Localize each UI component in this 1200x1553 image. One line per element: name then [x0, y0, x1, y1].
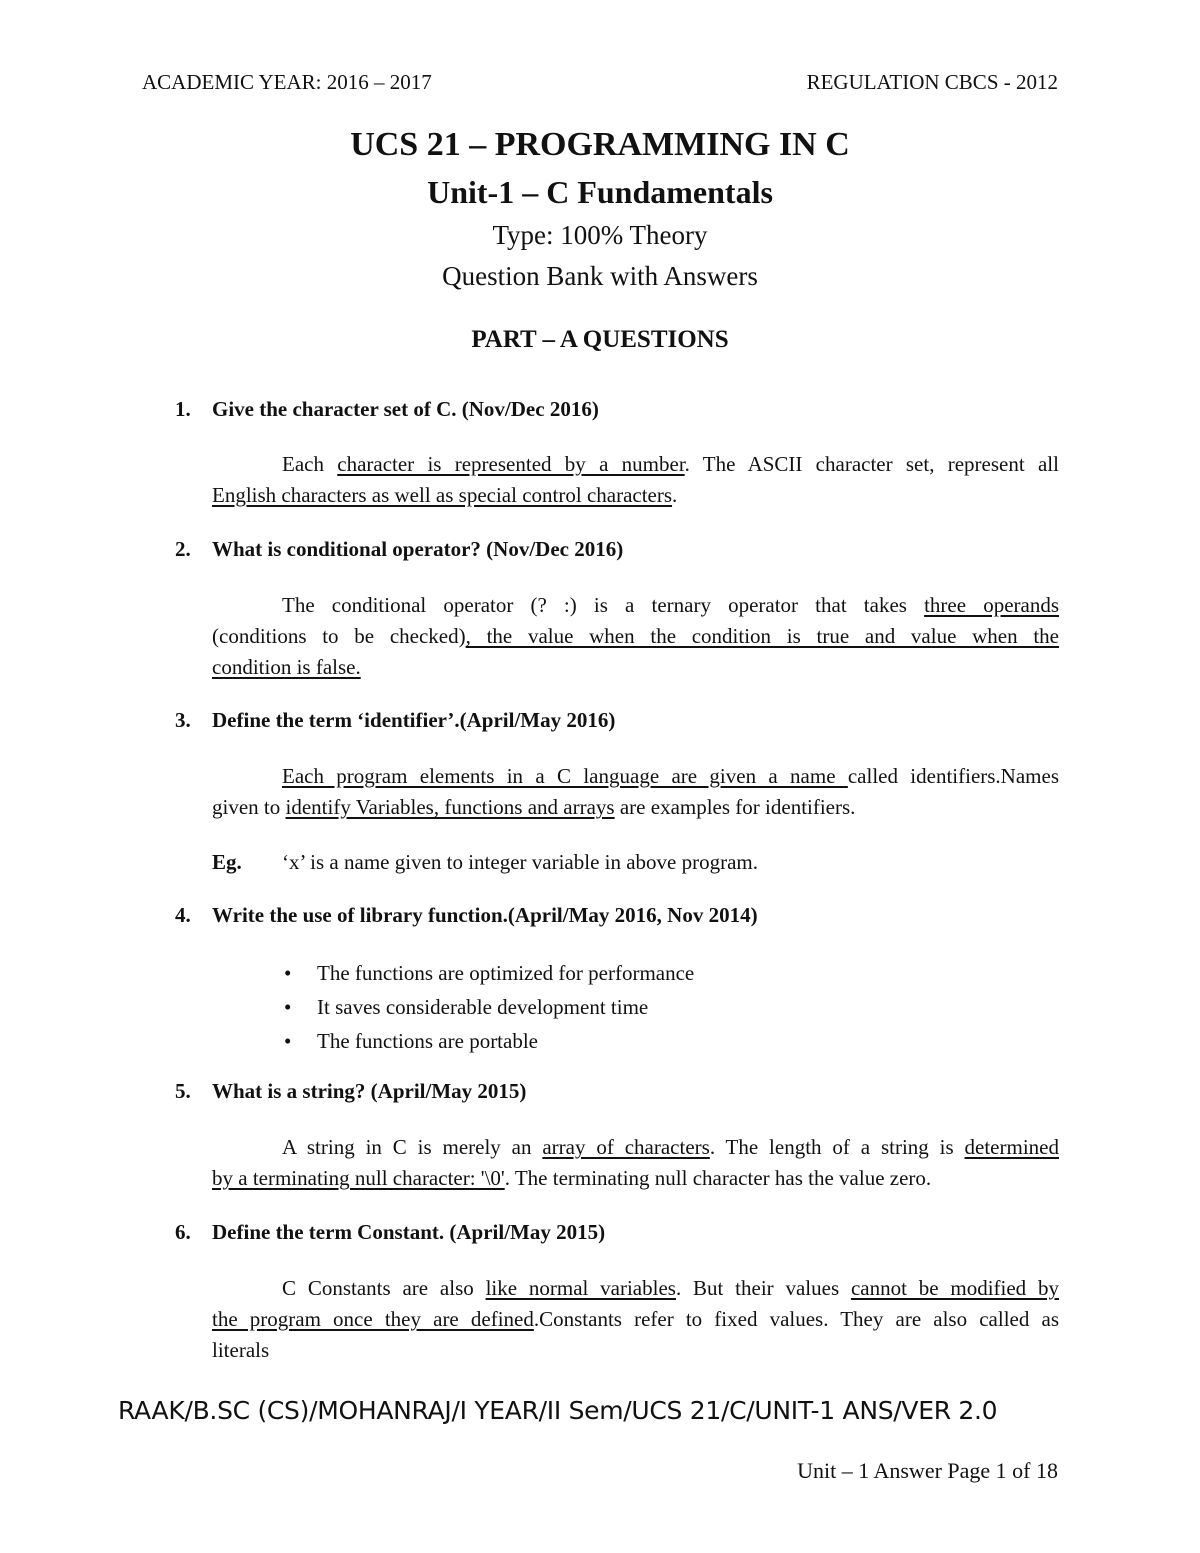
question-text: Give the character set of C. (Nov/Dec 2016): [212, 397, 599, 421]
answer-line: literals: [212, 1338, 270, 1362]
part-a-heading: PART – A QUESTIONS: [471, 326, 729, 353]
question-6: [175, 1220, 605, 1245]
question-text: Define the term ‘identifier’.(April/May 2016): [212, 708, 616, 732]
answer-line: Each program elements in a C language are given a name called identifiers.Names: [282, 764, 1059, 788]
answer-1: [212, 449, 1059, 511]
course-title: UCS 21 – PROGRAMMING IN C: [350, 126, 850, 163]
answer-line: English characters as well as special control characters.: [212, 483, 678, 507]
answer-line: by a terminating null character: '\0'. The terminating null character has the value zero.: [212, 1166, 932, 1190]
header-academic-year: ACADEMIC YEAR: 2016 – 2017: [142, 70, 432, 94]
answer-6: [212, 1273, 1059, 1366]
question-text: Define the term Constant. (April/May 2015): [212, 1220, 606, 1244]
bullet-icon: •: [284, 961, 292, 985]
question-text: What is conditional operator? (Nov/Dec 2016): [212, 537, 624, 561]
question-number: 2.: [175, 537, 191, 561]
page-number: Unit – 1 Answer Page 1 of 18: [797, 1458, 1058, 1483]
question-text: Write the use of library function.(April/May 2016, Nov 2014): [212, 903, 758, 927]
example-text: ‘x’ is a name given to integer variable in above program.: [282, 850, 759, 874]
question-1: [175, 397, 599, 422]
question-5: [175, 1079, 526, 1104]
bullet-icon: •: [284, 1029, 292, 1053]
list-item: • The functions are optimized for performance: [212, 958, 694, 992]
answer-line: the program once they are defined.Constants refer to fixed values. They are also called as: [212, 1307, 1059, 1331]
answer-2: [212, 590, 1059, 683]
answer-line: A string in C is merely an array of characters. The length of a string is determined: [282, 1135, 1059, 1159]
question-bank-subtitle: Question Bank with Answers: [442, 261, 758, 291]
answer-line: C Constants are also like normal variables. But their values cannot be modified by: [282, 1276, 1059, 1300]
answer-line: Each character is represented by a number. The ASCII character set, represent all: [282, 452, 1059, 476]
library-function-uses-list: [212, 958, 694, 1060]
list-item: • It saves considerable development time: [212, 992, 694, 1026]
answer-line: The conditional operator (? :) is a ternary operator that takes three operands: [282, 593, 1060, 617]
question-number: 4.: [175, 903, 191, 927]
question-3: [175, 708, 615, 733]
unit-title: Unit-1 – C Fundamentals: [427, 174, 773, 210]
answer-5: [212, 1132, 1059, 1194]
answer-line: given to identify Variables, functions and arrays are examples for identifiers.: [212, 795, 856, 819]
example-label: Eg.: [212, 850, 242, 874]
answer-line: (conditions to be checked), the value when the condition is true and value when the: [212, 624, 1059, 648]
question-number: 3.: [175, 708, 191, 732]
question-number: 6.: [175, 1220, 191, 1244]
header-regulation: REGULATION CBCS - 2012: [806, 70, 1058, 94]
question-2: [175, 537, 623, 562]
answer-3: [212, 761, 1059, 823]
question-number: 5.: [175, 1079, 191, 1103]
bullet-icon: •: [284, 995, 292, 1019]
question-number: 1.: [175, 397, 191, 421]
type-subtitle: Type: 100% Theory: [492, 220, 708, 250]
question-4: [175, 903, 758, 928]
footer-document-code: RAAK/B.SC (CS)/MOHANRAJ/I YEAR/II Sem/UCS 21/C/UNIT-1 ANS/VER 2.0: [118, 1396, 998, 1425]
list-item: • The functions are portable: [212, 1026, 694, 1060]
question-text: What is a string? (April/May 2015): [212, 1079, 527, 1103]
answer-line: condition is false.: [212, 655, 361, 679]
